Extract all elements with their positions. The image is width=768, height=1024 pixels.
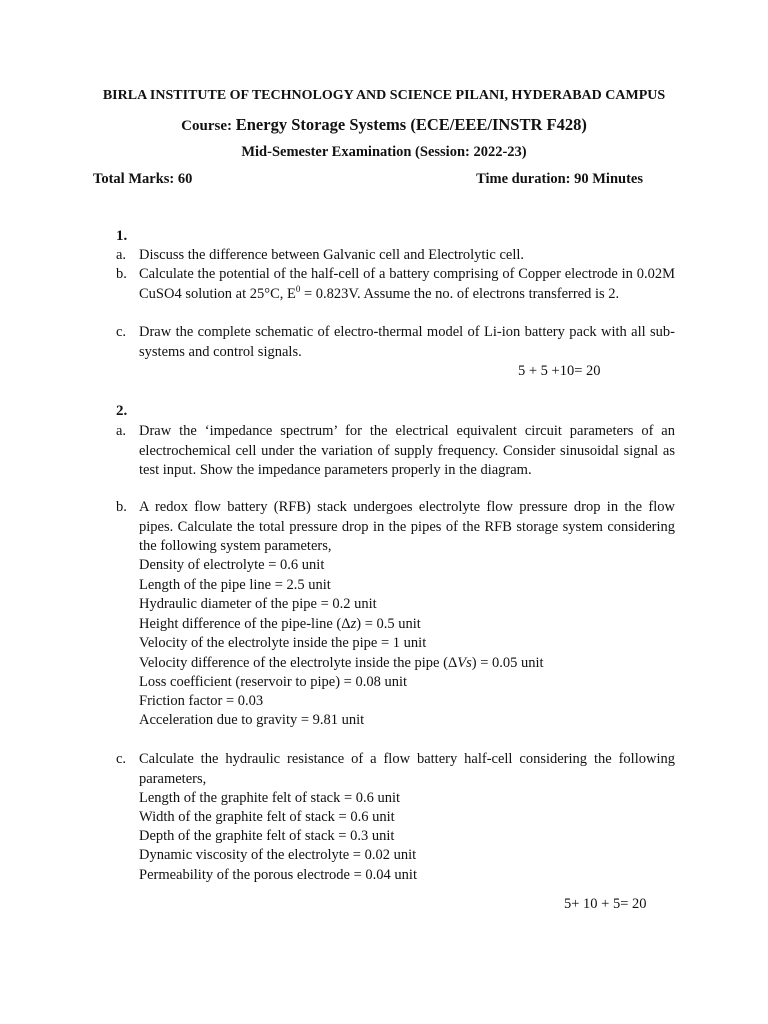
q2-a-text: Draw the ‘impedance spectrum’ for the electrical equivalent circuit parameters of an electrochemical cell under the variation of supply frequency. Consider sinusoidal signal as test input. Show the impedance parameters properly in the diagram. [139, 423, 675, 478]
q2-b-letter: b. [116, 499, 127, 515]
q1-a-letter: a. [116, 247, 127, 263]
q2-part-a [116, 422, 675, 481]
q2-b-param-density: Density of electrolyte = 0.6 unit [139, 557, 325, 573]
q2-b-p6-post: ) = 0.05 unit [471, 655, 544, 671]
q2-b-text: A redox flow battery (RFB) stack undergoes electrolyte flow pressure drop in the flow pipes. Calculate the total pressure drop in the pipes of the RFB storage system considering the following system parameters, [139, 499, 675, 554]
q2-b-param-pipe-length: Length of the pipe line = 2.5 unit [139, 577, 331, 593]
q2-b-param-velocity: Velocity of the electrolyte inside the pipe = 1 unit [139, 635, 427, 651]
q2-b-p6-var: Vs [457, 655, 472, 671]
course-name: Energy Storage Systems (ECE/EEE/INSTR F428) [235, 115, 587, 134]
course-prefix: Course: [181, 118, 232, 134]
q1-part-a [116, 246, 675, 266]
q2-b-param-hydraulic-diameter: Hydraulic diameter of the pipe = 0.2 unit [139, 596, 377, 612]
q1-b-superscript: 0 [295, 283, 301, 294]
q1-part-c [116, 323, 675, 362]
q1-part-b [116, 265, 675, 304]
question-2-number: 2. [116, 403, 128, 419]
course-title [0, 115, 768, 137]
question-1-number: 1. [116, 228, 128, 244]
q2-b-p4-pre: Height difference of the pipe-line (Δ [139, 616, 351, 632]
institute-name: BIRLA INSTITUTE OF TECHNOLOGY AND SCIENCE PILANI, HYDERABAD CAMPUS [102, 88, 666, 103]
q2-b-param-gravity: Acceleration due to gravity = 9.81 unit [139, 712, 365, 728]
q1-b-letter: b. [116, 266, 127, 282]
q2-c-param-viscosity: Dynamic viscosity of the electrolyte = 0.02 unit [139, 847, 417, 863]
marks-duration-row [93, 170, 643, 190]
q2-a-letter: a. [116, 423, 127, 439]
exam-title: Mid-Semester Examination (Session: 2022-23) [241, 144, 527, 160]
total-marks: Total Marks: 60 [93, 171, 193, 187]
q2-b-p4-post: ) = 0.5 unit [356, 616, 421, 632]
q2-c-param-felt-depth: Depth of the graphite felt of stack = 0.3 unit [139, 828, 395, 844]
q2-part-b [116, 498, 675, 557]
q1-b-text [139, 265, 675, 304]
q2-b-param-friction-factor: Friction factor = 0.03 [139, 693, 264, 709]
q2-part-c [116, 750, 675, 789]
q1-c-text: Draw the complete schematic of electro-thermal model of Li-ion battery pack with all sub-systems and control signals. [139, 324, 675, 360]
q2-c-letter: c. [116, 751, 127, 767]
q2-b-p4-var: z [350, 616, 357, 632]
q1-c-letter: c. [116, 324, 127, 340]
q2-c-param-felt-width: Width of the graphite felt of stack = 0.6 unit [139, 809, 395, 825]
q2-c-param-permeability: Permeability of the porous electrode = 0.04 unit [139, 867, 417, 883]
q2-b-param-loss-coefficient: Loss coefficient (reservoir to pipe) = 0.08 unit [139, 674, 408, 690]
q2-marks: 5+ 10 + 5= 20 [564, 896, 647, 912]
q1-b-text-part1: Calculate the potential of the half-cell of a battery comprising of Copper electrode in 0.02M CuSO4 solution at 25°C, E [139, 266, 675, 302]
q1-a-text: Discuss the difference between Galvanic cell and Electrolytic cell. [139, 247, 525, 263]
q2-b-param-height-difference [139, 615, 421, 635]
q1-marks: 5 + 5 +10= 20 [518, 363, 601, 379]
q1-b-text-part2: = 0.823V. Assume the no. of electrons transferred is 2. [300, 285, 620, 302]
q2-b-p6-pre: Velocity difference of the electrolyte inside the pipe (Δ [139, 655, 458, 671]
time-duration: Time duration: 90 Minutes [476, 171, 643, 187]
q2-c-text: Calculate the hydraulic resistance of a flow battery half-cell considering the following parameters, [139, 751, 675, 787]
q2-c-param-felt-length: Length of the graphite felt of stack = 0.6 unit [139, 790, 401, 806]
q2-b-param-velocity-difference [139, 654, 544, 674]
